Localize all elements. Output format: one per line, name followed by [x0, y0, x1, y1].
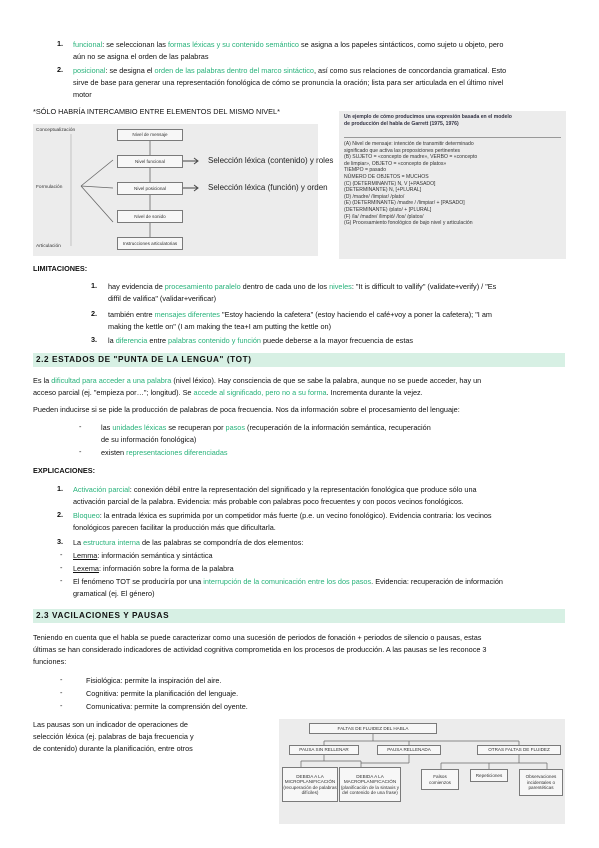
- intro-item-1: funcional: se seleccionan las formas léxicas y su contenido semántico se asigna a los papeles sintácticos, como sujeto u objeto, pero aún no se asigna el orden de las palabras: [73, 40, 504, 61]
- disfluency-low-box: DEBIDA A LA MACROPLANIFICACIÓN (planificación de la sintaxis y del contenido de una frase): [339, 767, 401, 802]
- disfluency-low-box: Repeticiones: [470, 769, 508, 782]
- list-dash: -: [79, 447, 82, 456]
- disfluency-mid-box: PAUSA RELLENADA: [377, 745, 441, 755]
- example-line: (DETERMINANTE) /plato/ + [PLURAL]: [344, 206, 432, 213]
- disfluency-low-box: Falsos comienzos: [421, 769, 459, 790]
- section-heading: 2.2 ESTADOS DE "PUNTA DE LA LENGUA" (TOT): [33, 353, 565, 367]
- level-box: Nivel de mensaje: [117, 129, 183, 141]
- item-number: 1.: [57, 484, 64, 493]
- intro-item-2: posicional: se designa el orden de las palabras dentro del marco sintáctico, así como sus relaciones de concordancia gramatical. Esto sirve de base para generar una representación fonológica de cómo se pronuncia la oración; lista para ser articulada en el último nivel motor: [73, 66, 507, 99]
- tot-point-2: existen representaciones diferenciadas: [101, 448, 228, 457]
- example-line: TIEMPO = pasado: [344, 167, 387, 174]
- item-number: 1.: [57, 39, 64, 48]
- pauses-paragraph: Teniendo en cuenta que el habla se puede caracterizar como una sucesión de periodos de fonación + periodos de silencio o pausas, estas últimas se han considerado indicadores de actividad cognitiva comprometida en los procesos de producción. A las pausas se les reconoce 3 funciones:: [33, 633, 487, 666]
- explanations-title: EXPLICACIONES:: [33, 466, 96, 475]
- disfluency-mid-box: OTRAS FALTAS DE FLUIDEZ: [477, 745, 561, 755]
- lexema-point: Lexema: información sobre la forma de la palabra: [73, 564, 234, 573]
- list-dash: -: [79, 422, 82, 431]
- level-box: Instrucciones articulatorias: [117, 237, 183, 250]
- disfluency-figure: [279, 719, 565, 824]
- limitation-item-2: también entre mensajes diferentes "Estoy haciendo la cafetera" (estoy haciendo el café+voy a poner la cafetera); "I am making the kettle on" (I am making the tea+I am putting the kettle on): [108, 310, 492, 331]
- pauses-indicator-text: Las pausas son un indicador de operaciones de selección léxica (ej. palabras de baja frecuencia y de contenido) durante la planificación, entre otros: [33, 720, 194, 753]
- lemma-point: Lemma: información semántica y sintáctica: [73, 551, 213, 560]
- production-example-figure: [339, 111, 566, 259]
- diagram-left-label: Conceptualización: [36, 128, 76, 133]
- diagram-left-label: Articulación: [36, 244, 61, 249]
- explanation-2: Bloqueo: la entrada léxica es suprimida por un competidor más fuerte (p.e. un vecino fonológico). Evidencia contraria: los vecinos fonológicos parecen facilitar la producción más que dificultarla.: [73, 511, 492, 532]
- item-number: 2.: [57, 65, 64, 74]
- example-line: de limpiar», OBJETO = «concepto de platos»: [344, 160, 447, 167]
- list-dash: -: [60, 550, 63, 559]
- example-line: (G) Procesamiento fonológico de bajo nivel y articulación: [344, 220, 473, 227]
- example-line: (B) SUJETO = «concepto de madre», VERBO = «concepto: [344, 154, 478, 161]
- function-item: Comunicativa: permite la comprensión del oyente.: [86, 702, 248, 711]
- arrow-label-2: Selección léxica (función) y orden: [208, 183, 328, 192]
- divider: [344, 137, 561, 138]
- level-box: Nivel posicional: [117, 182, 183, 195]
- explanation-3: La estructura interna de las palabras se compondría de dos elementos:: [73, 538, 304, 547]
- tot-point-1: las unidades léxicas se recuperan por pasos (recuperación de la información semántica, recuperación de su información fonológica): [101, 423, 431, 444]
- explanation-1: Activación parcial: conexión débil entre la representación del significado y la representación fonológica que produce sólo una activación parcial de la palabra. Evidencia: más probable con palabras poco frecuentes y con pocos vecinos fonológicos.: [73, 485, 477, 506]
- tot-paragraph: Es la dificultad para acceder a una palabra (nivel léxico). Hay consciencia de que se sabe la palabra, aunque no se puede acceder, hay un acceso parcial (ej. "empieza por…"; longitud). Se accede al significado, pero no a su forma. Incrementa durante la vejez.: [33, 376, 482, 397]
- example-title: Un ejemplo de cómo producimos una expresión basada en el modelo de producción del habla de Garrett (1975, 1976): [344, 114, 512, 127]
- item-number: 3.: [91, 335, 98, 344]
- item-number: 1.: [91, 281, 98, 290]
- list-dash: -: [60, 675, 63, 684]
- tot-induction-text: Pueden inducirse si se pide la producción de palabras de poca frecuencia. Nos da información sobre el procesamiento del lenguaje:: [33, 405, 460, 414]
- list-dash: -: [60, 701, 63, 710]
- limitation-item-1: hay evidencia de procesamiento paralelo dentro de cada uno de los niveles: "It is difficult to vallify" (validate+verify) / "Es diffil de valifica" (validar+verificar): [108, 282, 497, 303]
- example-line: (A) Nivel de mensaje: intención de transmitir determinado: [344, 141, 474, 147]
- example-line: (F) /la/ /madre/ /limpió/ /los/ /platos/: [344, 213, 424, 220]
- example-line: (D) /madre/ /limpiar/ /plato/: [344, 193, 405, 200]
- level-note: *SÓLO HABRÍA INTERCAMBIO ENTRE ELEMENTOS DEL MISMO NIVEL*: [33, 107, 280, 116]
- arrow-label-1: Selección léxica (contenido) y roles: [208, 156, 334, 165]
- list-dash: -: [60, 576, 63, 585]
- example-line: (E) (DETERMINANTE) /madre / /limpiar/ + [PASADO]: [344, 200, 465, 207]
- level-box: Nivel de sonido: [117, 210, 183, 223]
- diagram-left-label: Formulación: [36, 185, 63, 190]
- list-dash: -: [60, 563, 63, 572]
- tot-phenomenon-point: El fenómeno TOT se produciría por una interrupción de la comunicación entre los dos pasos. Evidencia: recuperación de información gramatical (ej. El género): [73, 577, 503, 598]
- disfluency-low-box: Observaciones incidentales o parentéticas: [519, 769, 563, 796]
- item-number: 2.: [57, 510, 64, 519]
- example-line: (C) (DETERMINANTE) N, V [+PASADO]: [344, 180, 436, 187]
- example-line: significado que activa las proposiciones pertinentes: [344, 147, 461, 154]
- section-heading: 2.3 VACILACIONES Y PAUSAS: [33, 609, 565, 623]
- example-line: NÚMERO DE OBJETOS = MUCHOS: [344, 173, 429, 180]
- list-dash: -: [60, 688, 63, 697]
- limitations-title: LIMITACIONES:: [33, 264, 88, 273]
- level-box: Nivel funcional: [117, 155, 183, 168]
- disfluency-low-box: DEBIDA A LA MICROPLANIFICACIÓN (recuperación de palabras difíciles): [282, 767, 338, 802]
- function-item: Fisiológica: permite la inspiración del aire.: [86, 676, 222, 685]
- disfluency-top-box: FALTAS DE FLUIDEZ DEL HABLA: [309, 723, 437, 734]
- example-lines: [344, 141, 564, 227]
- disfluency-mid-box: PAUSA SIN RELLENAR: [289, 745, 359, 755]
- example-line: (DETERMINANTE) N, [+PLURAL]: [344, 187, 422, 194]
- limitation-item-3: la diferencia entre palabras contenido y función puede deberse a la mayor frecuencia de estas: [108, 336, 414, 345]
- item-number: 2.: [91, 309, 98, 318]
- function-item: Cognitiva: permite la planificación del lenguaje.: [86, 689, 239, 698]
- item-number: 3.: [57, 537, 64, 546]
